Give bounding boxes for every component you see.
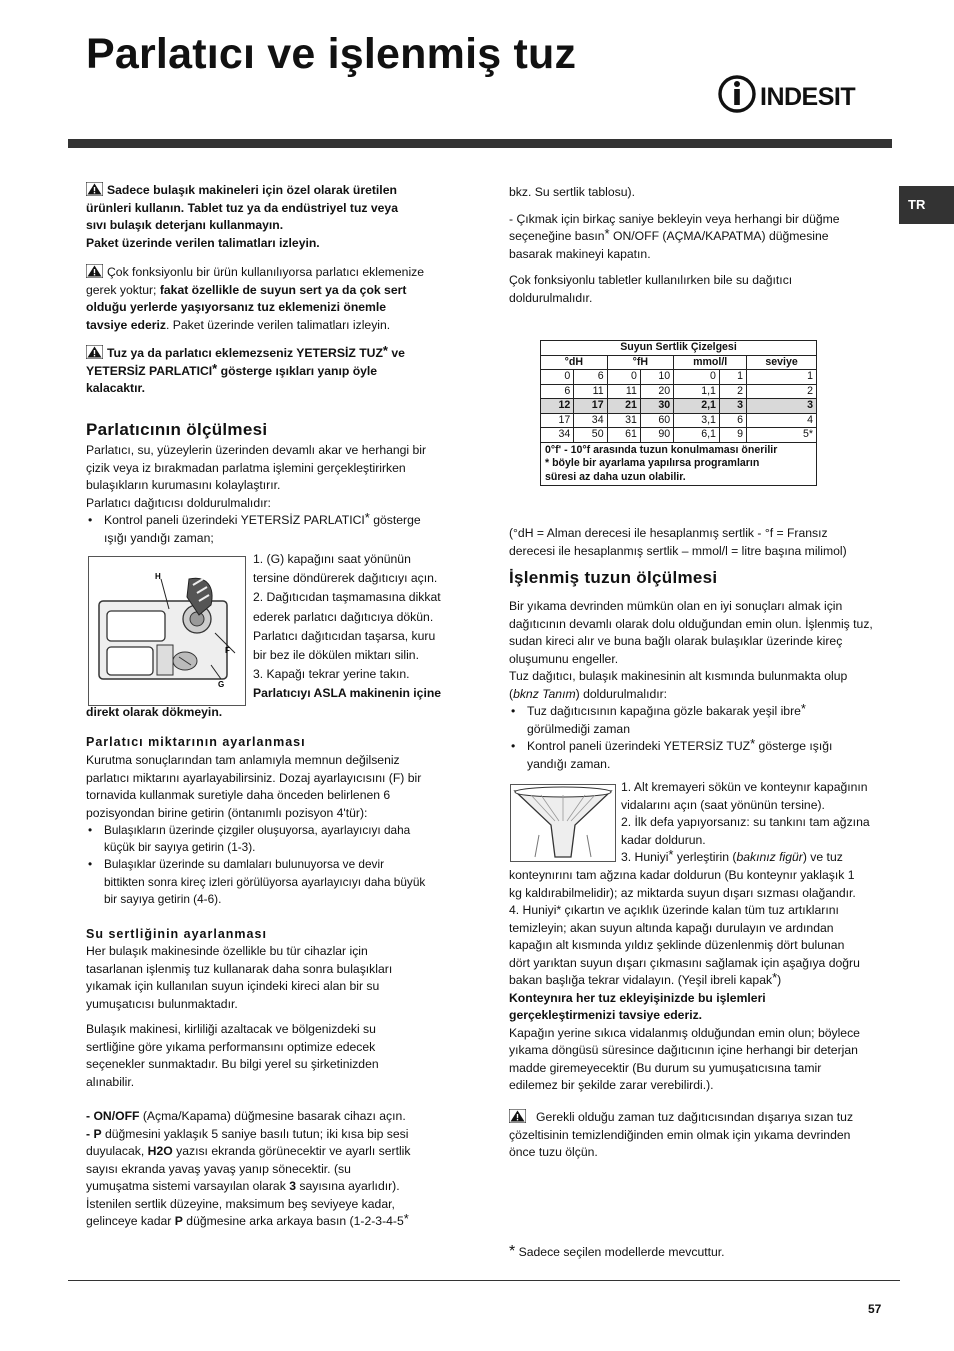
text-span: gösterge bbox=[369, 513, 421, 527]
text-line: kapağın alt kısmında yıldız şeklinde düzenlenmiş dört bulunan bbox=[509, 938, 845, 952]
adjust-section bbox=[86, 734, 306, 750]
text-line: 3. Kapağı tekrar yerine takın. bbox=[253, 667, 410, 682]
text-line: sayısı ekranda yavaş yavaş yanıp sönecektir. (su bbox=[86, 1161, 351, 1176]
text-span: ) bbox=[777, 973, 782, 987]
text-line: kadar doldurun. bbox=[621, 832, 706, 847]
text-line: Bulaşık makinesi, kirliliği azaltacak ve bölgenizdeki su bbox=[86, 1022, 376, 1036]
text-line: bulaşıkların kurumasını kolaylaştırır. bbox=[86, 478, 281, 492]
warning-icon bbox=[86, 182, 103, 196]
section-heading: Parlatıcının ölçülmesi bbox=[86, 420, 268, 439]
table-cell: 31 bbox=[607, 413, 640, 428]
text-line: ürünleri kullanın. Tablet tuz ya da endüstriyel tuz veya bbox=[86, 200, 398, 215]
text-line: ederek parlatıcı dağıtıcıya dökün. bbox=[253, 609, 434, 624]
warning-block-1 bbox=[86, 182, 466, 252]
table-cell: 17 bbox=[541, 413, 574, 428]
table-cell: 34 bbox=[541, 428, 574, 443]
text-span: yerleştirin ( bbox=[673, 850, 737, 864]
text-span: tavsiye ederiz bbox=[86, 317, 166, 332]
text-line: * böyle bir ayarlama yapılırsa programların bbox=[545, 457, 760, 469]
text-line: Kapağın yerine sıkıca vidalanmış olduğundan emin olun; böylece bbox=[509, 1025, 860, 1040]
rinse-aid-intro bbox=[86, 442, 466, 547]
table-cell: 12 bbox=[541, 399, 574, 414]
text-line: parlatıcı miktarını ayarlayabilirsiniz. Dozaj ayarlayıcısını (F) bir bbox=[86, 770, 422, 785]
salt-steps-b bbox=[509, 867, 899, 1095]
text-line: Konteynıra her tuz ekleyişinizde bu işlemleri bbox=[509, 990, 766, 1005]
table-cell: 6,1 bbox=[674, 428, 720, 443]
text-line: süresi az daha uzun olabilir. bbox=[545, 470, 686, 483]
text-line: dört yarıktan suyun dışarı çıkmasını sağlamak için aşağıya doğru bbox=[509, 955, 860, 970]
text-line: Tuz dağıtıcı, bulaşık makinesinin alt kısmında bulunmakta olup bbox=[509, 669, 848, 683]
table-row bbox=[541, 413, 817, 428]
footer-rule bbox=[68, 1280, 900, 1281]
text-span: duyulacak, bbox=[86, 1144, 148, 1158]
text-line: dağıtıcının devamlı olarak dolu olduğundan emin olun. İşlenmiş tuz, bbox=[509, 616, 873, 631]
section-heading: İşlenmiş tuzun ölçülmesi bbox=[509, 568, 718, 587]
units-note bbox=[509, 525, 899, 560]
warning-icon bbox=[509, 1109, 526, 1123]
table-cell: 3 bbox=[747, 399, 817, 414]
text-line: olduğu yerlerde yaşıyorsanız tuz eklemenizi önemle bbox=[86, 300, 387, 314]
text-line: bir bez ile dökülen miktarı silin. bbox=[253, 648, 419, 663]
table-row-default bbox=[541, 399, 817, 414]
text-span: Kontrol paneli üzerindeki YETERSİZ PARLATICI bbox=[104, 513, 365, 527]
table-cell: 4 bbox=[747, 413, 817, 428]
table-cell: 1 bbox=[719, 370, 746, 385]
page-number: 57 bbox=[868, 1302, 882, 1316]
table-header: °dH bbox=[541, 355, 608, 370]
text-line: bkz. Su sertlik tablosu). bbox=[509, 185, 635, 199]
table-cell: 6 bbox=[574, 370, 607, 385]
text-line: yumuşatıcısı bulunmaktadır. bbox=[86, 996, 238, 1011]
brand-wordmark: INDESIT bbox=[760, 83, 856, 111]
text-line: sertliğine göre yıkama performansını optimize edecek bbox=[86, 1039, 376, 1054]
subsection-heading: Parlatıcı miktarının ayarlanması bbox=[86, 735, 306, 749]
text-span: bir sayıya getirin (4-6). bbox=[104, 891, 222, 906]
footnote-mark: * bbox=[212, 360, 218, 376]
right-intro bbox=[509, 184, 889, 307]
text-line: seçenekler sunmaktadır. Bu bilgi yerel su şirketinizden bbox=[86, 1057, 379, 1071]
text-line: çözeltisinin temizlendiğinden emin olmak için yıkama devrinden bbox=[509, 1127, 851, 1142]
text-span: bittikten sonra kireç izleri görülüyorsa ayarlayıcıyı daha büyük bbox=[104, 874, 426, 889]
table-cell: 2 bbox=[719, 384, 746, 399]
footnote-mark: * bbox=[403, 1211, 409, 1226]
table-header: mmol/l bbox=[674, 355, 747, 370]
text-span: seçeneğine basın bbox=[509, 229, 605, 243]
text-line: sıvı bulaşık deterjanı kullanmayın. bbox=[86, 218, 284, 232]
table-cell: 0 bbox=[674, 370, 720, 385]
text-span: Bulaşıkların üzerinde çizgiler oluşuyorsa, ayarlayıcıyı daha bbox=[104, 823, 411, 837]
salt-warning bbox=[509, 1109, 899, 1162]
warning-icon bbox=[86, 345, 103, 359]
figure-label: G bbox=[218, 680, 225, 689]
bullet-list bbox=[86, 512, 466, 547]
table-cell: 1,1 bbox=[674, 384, 720, 399]
table-cell: 61 bbox=[607, 428, 640, 443]
text-line: direkt olarak dökmeyin. bbox=[86, 705, 223, 719]
footnote-mark: * bbox=[382, 343, 388, 358]
text-span: (Açma/Kapama) düğmesine basarak cihazı açın. bbox=[139, 1109, 406, 1123]
text-span: Kontrol paneli üzerindeki YETERSİZ TUZ bbox=[527, 739, 751, 753]
warning-block-2 bbox=[86, 264, 476, 334]
list-item bbox=[509, 738, 899, 773]
table-cell: 9 bbox=[719, 428, 746, 443]
text-line: 4. Huniyi* çıkartın ve açıklık üzerinde kalan tüm tuz artıklarını bbox=[509, 903, 839, 917]
text-line: temizleyin; akan suyun altında kapağı durulayın ve ardından bbox=[509, 920, 834, 935]
text-line: edilemez bir şekilde zarar verebilirdi.). bbox=[509, 1078, 714, 1092]
text-line: 1. (G) kapağını saat yönünün bbox=[253, 552, 411, 566]
text-line: madde giremeyecektir (Bu durum su yumuşatıcısına tamir bbox=[509, 1060, 822, 1075]
table-row bbox=[541, 428, 817, 443]
text-line: Çok fonksiyonlu bir ürün kullanılıyorsa parlatıcı eklemenize bbox=[107, 265, 425, 279]
figure-label: H bbox=[155, 572, 161, 581]
rinse-aid-dispenser-figure bbox=[88, 556, 246, 706]
text-line: konteynırını tam ağzına kadar doldurun (Bu konteynır yaklaşık 1 bbox=[509, 868, 855, 882]
page-title: Parlatıcı ve işlenmiş tuz bbox=[86, 30, 577, 78]
rinse-aid-steps bbox=[253, 550, 475, 704]
text-span: P bbox=[174, 1214, 183, 1228]
text-line: Parlatıcı dağıtıcıdan taşarsa, kuru bbox=[253, 628, 436, 643]
table-cell: 17 bbox=[574, 399, 607, 414]
text-span: ON/OFF (AÇMA/KAPATMA) düğmesine bbox=[609, 229, 829, 243]
text-line: kg kaldırabilmelidir); az miktarda suyun dışarı sızması olağandır. bbox=[509, 885, 856, 900]
list-item bbox=[86, 512, 466, 547]
footnote-mark: * bbox=[668, 847, 674, 862]
text-span: - ON/OFF bbox=[86, 1109, 140, 1123]
table-header: seviye bbox=[747, 355, 817, 370]
footnote-mark: * bbox=[750, 736, 756, 751]
text-span: düğmesini yaklaşık 5 saniye basılı tutun; iki kısa bip sesi bbox=[101, 1126, 409, 1141]
text-line: 2. Dağıtıcıdan taşmamasına dikkat bbox=[253, 590, 441, 605]
text-line: 0°f' - 10°f arasında tuzun konulmaması önerilir bbox=[545, 443, 778, 456]
salt-section bbox=[509, 568, 717, 588]
table-title: Suyun Sertlik Çizelgesi bbox=[541, 341, 817, 356]
text-line: doldurulmalıdır. bbox=[509, 290, 593, 305]
text-span: Bulaşıklar üzerinde su damlaları bulunuyorsa ve devir bbox=[104, 857, 384, 872]
text-span: Tuz dağıtıcısının kapağına gözle bakarak yeşil ibre bbox=[527, 704, 801, 718]
text-line: 2. İlk defa yapıyorsanız: su tankını tam ağzına bbox=[621, 815, 870, 829]
text-span: düğmesine arka arkaya basın (1-2-3-4-5 bbox=[182, 1214, 404, 1228]
warning-icon bbox=[86, 264, 103, 278]
text-line: - Çıkmak için birkaç saniye bekleyin veya herhangi bir düğme bbox=[509, 211, 840, 226]
indesit-logo bbox=[718, 74, 868, 119]
text-line: vidalarını açın (saat yönünün tersine). bbox=[621, 797, 825, 812]
footnote-mark: * bbox=[772, 970, 778, 985]
text-line: Bir yıkama devrinden mümkün olan en iyi sonuçları almak için bbox=[509, 599, 843, 613]
table-cell: 21 bbox=[607, 399, 640, 414]
text-line: gerçekleştirmenizi tavsiye ederiz. bbox=[509, 1008, 703, 1022]
footnote-mark: * bbox=[509, 1243, 516, 1260]
text-line: pozisyondan birine getirin (öntanımlı pozisyon 4'tür): bbox=[86, 805, 368, 820]
text-line: İstenilen sertlik düzeyine, maksimum beş seviyeye kadar, bbox=[86, 1196, 395, 1211]
table-note bbox=[541, 442, 817, 486]
table-cell: 20 bbox=[640, 384, 673, 399]
list-item bbox=[86, 856, 476, 908]
text-line: tasarlanan işlenmiş tuz kullanarak daha sonra bulaşıkları bbox=[86, 961, 393, 976]
table-cell: 10 bbox=[640, 370, 673, 385]
text-span: gelinceye kadar bbox=[86, 1214, 175, 1228]
table-cell: 60 bbox=[640, 413, 673, 428]
text-span: 3 bbox=[289, 1179, 296, 1193]
text-line: yıkama döngüsü süresince dağıtıcının içine herhangi bir deterjan bbox=[509, 1043, 858, 1057]
text-span: ( bbox=[509, 686, 514, 701]
table-cell: 0 bbox=[541, 370, 574, 385]
text-line: Parlatıcı dağıtıcısı doldurulmalıdır: bbox=[86, 495, 271, 510]
text-line: tersine döndürerek dağıtıcıyı açın. bbox=[253, 571, 438, 586]
text-line: Her bulaşık makinesinde özellikle bu tür cihazlar için bbox=[86, 944, 368, 958]
salt-funnel-figure bbox=[510, 784, 616, 862]
table-cell: 0 bbox=[607, 370, 640, 385]
subsection-heading: Su sertliğinin ayarlanması bbox=[86, 927, 267, 941]
table-cell: 2 bbox=[747, 384, 817, 399]
bullet-list bbox=[509, 703, 899, 773]
text-span: bakınız figür bbox=[736, 850, 803, 864]
text-span: Gerekli olduğu zaman tuz dağıtıcısından dışarıya sızan tuz bbox=[536, 1110, 854, 1124]
table-cell: 6 bbox=[719, 413, 746, 428]
rinse-aid-section bbox=[86, 420, 267, 440]
text-span: yandığı zaman. bbox=[527, 756, 611, 771]
water-hardness-body bbox=[86, 943, 476, 1231]
adjust-body bbox=[86, 752, 476, 908]
text-span: H2O bbox=[147, 1144, 173, 1158]
footnote-mark: * bbox=[604, 226, 610, 241]
text-span: ) doldurulmalıdır: bbox=[575, 686, 668, 701]
footnote bbox=[509, 1244, 899, 1262]
text-line: basarak makineyi kapatın. bbox=[509, 246, 651, 261]
text-line: Sadece bulaşık makineleri için özel olarak üretilen bbox=[107, 183, 397, 197]
salt-intro bbox=[509, 598, 899, 773]
text-line: oluşumunu engeller. bbox=[509, 651, 619, 666]
text-line: (°dH = Alman derecesi ile hesaplanmış sertlik - °f = Fransız bbox=[509, 526, 828, 540]
table-cell: 3,1 bbox=[674, 413, 720, 428]
text-span: ve bbox=[387, 346, 405, 360]
text-span: gerek yoktur; bbox=[86, 282, 160, 297]
bullet-list bbox=[86, 822, 476, 908]
text-span: YETERSİZ PARLATICI bbox=[86, 363, 213, 378]
footnote-mark: * bbox=[800, 701, 806, 716]
header-rule bbox=[68, 139, 892, 148]
text-span: bknz Tanım bbox=[513, 686, 576, 701]
text-span: ışığı yandığı zaman; bbox=[104, 530, 214, 545]
table-cell: 3 bbox=[719, 399, 746, 414]
text-line: yıkamak için kullanılan suyun içindeki kireci alan bir su bbox=[86, 979, 380, 993]
text-span: yazısı ekranda görünecektir ve ayarlı sertlik bbox=[172, 1144, 411, 1158]
table-row bbox=[541, 384, 817, 399]
table-cell: 50 bbox=[574, 428, 607, 443]
text-span: Tuz ya da parlatıcı eklemezseniz YETERSİZ TUZ bbox=[107, 346, 383, 360]
text-line: Parlatıcı, su, yüzeylerin üzerinden devamlı akar ve herhangi bir bbox=[86, 443, 427, 457]
water-hardness-section bbox=[86, 926, 267, 942]
water-hardness-table bbox=[540, 340, 817, 486]
text-span: küçük bir sayıya getirin (1-3). bbox=[104, 840, 256, 855]
text-line: alınabilir. bbox=[86, 1074, 135, 1089]
text-span: Sadece seçilen modellerde mevcuttur. bbox=[515, 1245, 725, 1259]
text-line: 1. Alt kremayeri sökün ve konteynır kapağının bbox=[621, 780, 868, 794]
text-line: önce tuzu ölçün. bbox=[509, 1145, 598, 1159]
text-span: ) ve tuz bbox=[802, 850, 843, 864]
table-cell: 30 bbox=[640, 399, 673, 414]
text-span: 3. Huniyi bbox=[621, 850, 669, 864]
salt-steps-a bbox=[621, 779, 891, 867]
text-line: tornavida kullanmak suretiyle daha önceden belirlenen 6 bbox=[86, 788, 391, 802]
text-line: derecesi ile hesaplanmış sertlik – mmol/l = litre başına milimol) bbox=[509, 543, 847, 558]
text-span: görülmediği zaman bbox=[527, 721, 630, 736]
list-item bbox=[509, 703, 899, 738]
table-cell: 1 bbox=[747, 370, 817, 385]
text-line: Kurutma sonuçlarından tam anlamıyla memnun değilseniz bbox=[86, 753, 400, 767]
footnote-mark: * bbox=[364, 510, 370, 525]
text-span: . Paket üzerinde verilen talimatları izleyin. bbox=[165, 317, 391, 332]
table-cell: 11 bbox=[574, 384, 607, 399]
text-line: Paket üzerinde verilen talimatları izleyin. bbox=[86, 235, 320, 250]
text-line: Parlatıcıyı ASLA makinenin içine bbox=[253, 686, 442, 701]
figure-label: F bbox=[225, 646, 230, 655]
list-item bbox=[86, 822, 476, 856]
warning-block-3 bbox=[86, 345, 476, 398]
text-span: yumuşatma sistemi varsayılan olarak bbox=[86, 1179, 290, 1193]
text-line: Çok fonksiyonlu tabletler kullanılırken bile su dağıtıcı bbox=[509, 273, 793, 287]
text-line: sudan kireci alır ve buna bağlı olarak bulaşıklar üzerinde kireç bbox=[509, 634, 843, 648]
text-span: sayısına ayarlıdır). bbox=[295, 1179, 400, 1193]
table-cell: 5* bbox=[747, 428, 817, 443]
text-span: - P bbox=[86, 1126, 102, 1141]
table-header: °fH bbox=[607, 355, 674, 370]
table-cell: 34 bbox=[574, 413, 607, 428]
table-note-row bbox=[541, 442, 817, 486]
language-tab: TR bbox=[899, 186, 954, 224]
table-cell: 90 bbox=[640, 428, 673, 443]
text-span: gösterge ışığı bbox=[755, 739, 833, 753]
table-cell: 11 bbox=[607, 384, 640, 399]
text-span: fakat özellikle de suyun sert ya da çok sert bbox=[159, 282, 407, 297]
text-span: gösterge ışıkları yanıp öyle bbox=[217, 363, 378, 378]
table-cell: 6 bbox=[541, 384, 574, 399]
table-row bbox=[541, 370, 817, 385]
table-cell: 2,1 bbox=[674, 399, 720, 414]
text-line: kalacaktır. bbox=[86, 381, 145, 395]
text-span: bakan başlığa tekrar vidalayın. (Yeşil ibreli kapak bbox=[509, 973, 773, 987]
text-line: çizik veya iz bırakmadan parlatma işlemini gerçekleştirirken bbox=[86, 460, 406, 475]
